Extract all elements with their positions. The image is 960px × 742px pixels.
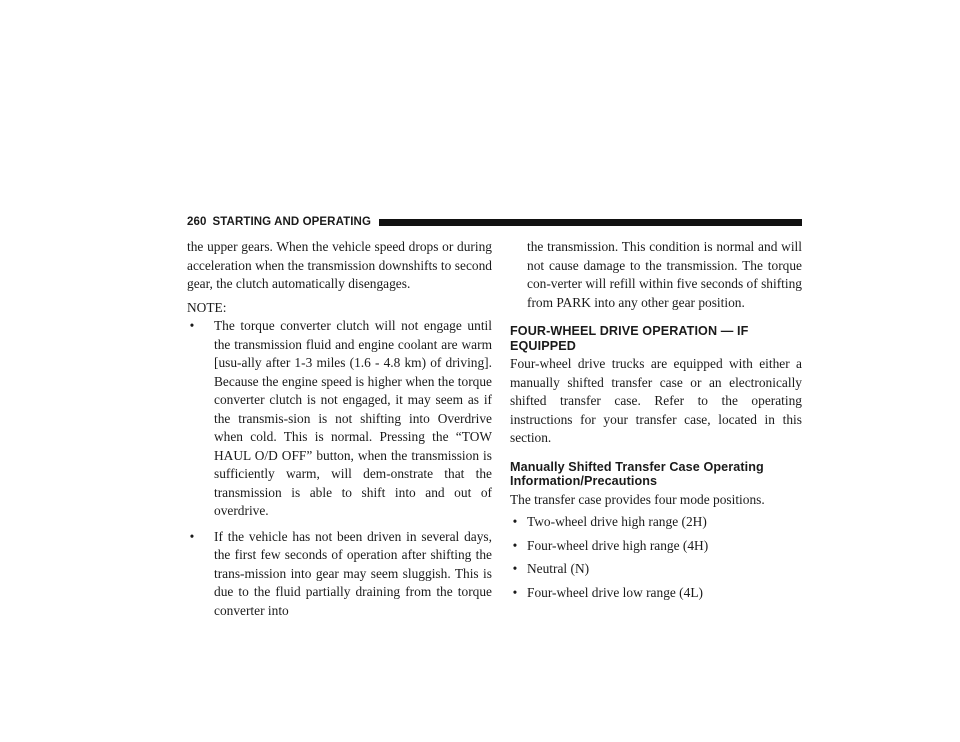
- transfer-case-paragraph: The transfer case provides four mode positions.: [510, 491, 765, 507]
- note-label: NOTE:: [187, 299, 227, 315]
- continuation-paragraph: the transmission. This condition is normal and will not cause damage to the transmission. The torque con-verter will refill within five seconds of shifting from PARK into any other gear position.: [527, 239, 802, 310]
- list-item: [510, 513, 802, 532]
- bullet-icon: •: [189, 318, 195, 333]
- note-bullet-2: [187, 528, 492, 621]
- mode-list: [510, 513, 802, 602]
- bullet-icon: •: [512, 537, 518, 553]
- heading-manual-transfer-case: Manually Shifted Transfer Case Operating Information/Precautions: [510, 459, 764, 488]
- note-bullet-1: [187, 317, 492, 521]
- list-item-text: Four-wheel drive high range (4H): [527, 537, 709, 553]
- left-column: [187, 238, 492, 620]
- heading-four-wheel-drive: FOUR-WHEEL DRIVE OPERATION — IF EQUIPPED: [510, 324, 749, 353]
- bullet-icon: •: [189, 528, 195, 544]
- list-item: [510, 537, 802, 556]
- bullet-icon: •: [512, 561, 518, 576]
- list-item: [510, 560, 802, 579]
- note-bullet-text: If the vehicle has not been driven in several days, the first few seconds of operation after shifting the trans-mission into gear may seem sluggish. This is due to the fluid partially draining from the torque converter into: [214, 528, 492, 618]
- list-item: [510, 584, 802, 603]
- section-title: STARTING AND OPERATING: [212, 216, 372, 228]
- right-column: [510, 238, 802, 602]
- list-item-text: Four-wheel drive low range (4L): [527, 584, 703, 600]
- note-bullet-text: The torque converter clutch will not engage until the transmission fluid and engine coolant are warm [usu-ally after 1-3 miles (1.6 - 4.8 km) of driving]. Because the engine speed is higher when the torque converter clutch is not engaged, it may seem as if the transmis-sion is not shifting into Overdrive when cold. This is normal. Pressing the “TOW HAUL O/D OFF” button, when the transmission is sufficiently warm, will dem-onstrate that the transmission is able to shift into and out of overdrive.: [214, 318, 492, 518]
- page-header: [187, 214, 802, 230]
- list-item-text: Neutral (N): [527, 561, 590, 576]
- bullet-icon: •: [512, 514, 518, 529]
- intro-paragraph: the upper gears. When the vehicle speed drops or during acceleration when the transmission downshifts to second gear, the clutch automatically disengages.: [187, 239, 492, 291]
- list-item-text: Two-wheel drive high range (2H): [527, 514, 707, 529]
- four-wheel-paragraph: Four-wheel drive trucks are equipped with either a manually shifted transfer case or an electronically shifted transfer case. Refer to the operating instructions for your transfer case, located in this section.: [510, 356, 802, 445]
- header-rule: [379, 219, 802, 226]
- page-number: 260: [187, 216, 207, 228]
- bullet-icon: •: [512, 584, 518, 600]
